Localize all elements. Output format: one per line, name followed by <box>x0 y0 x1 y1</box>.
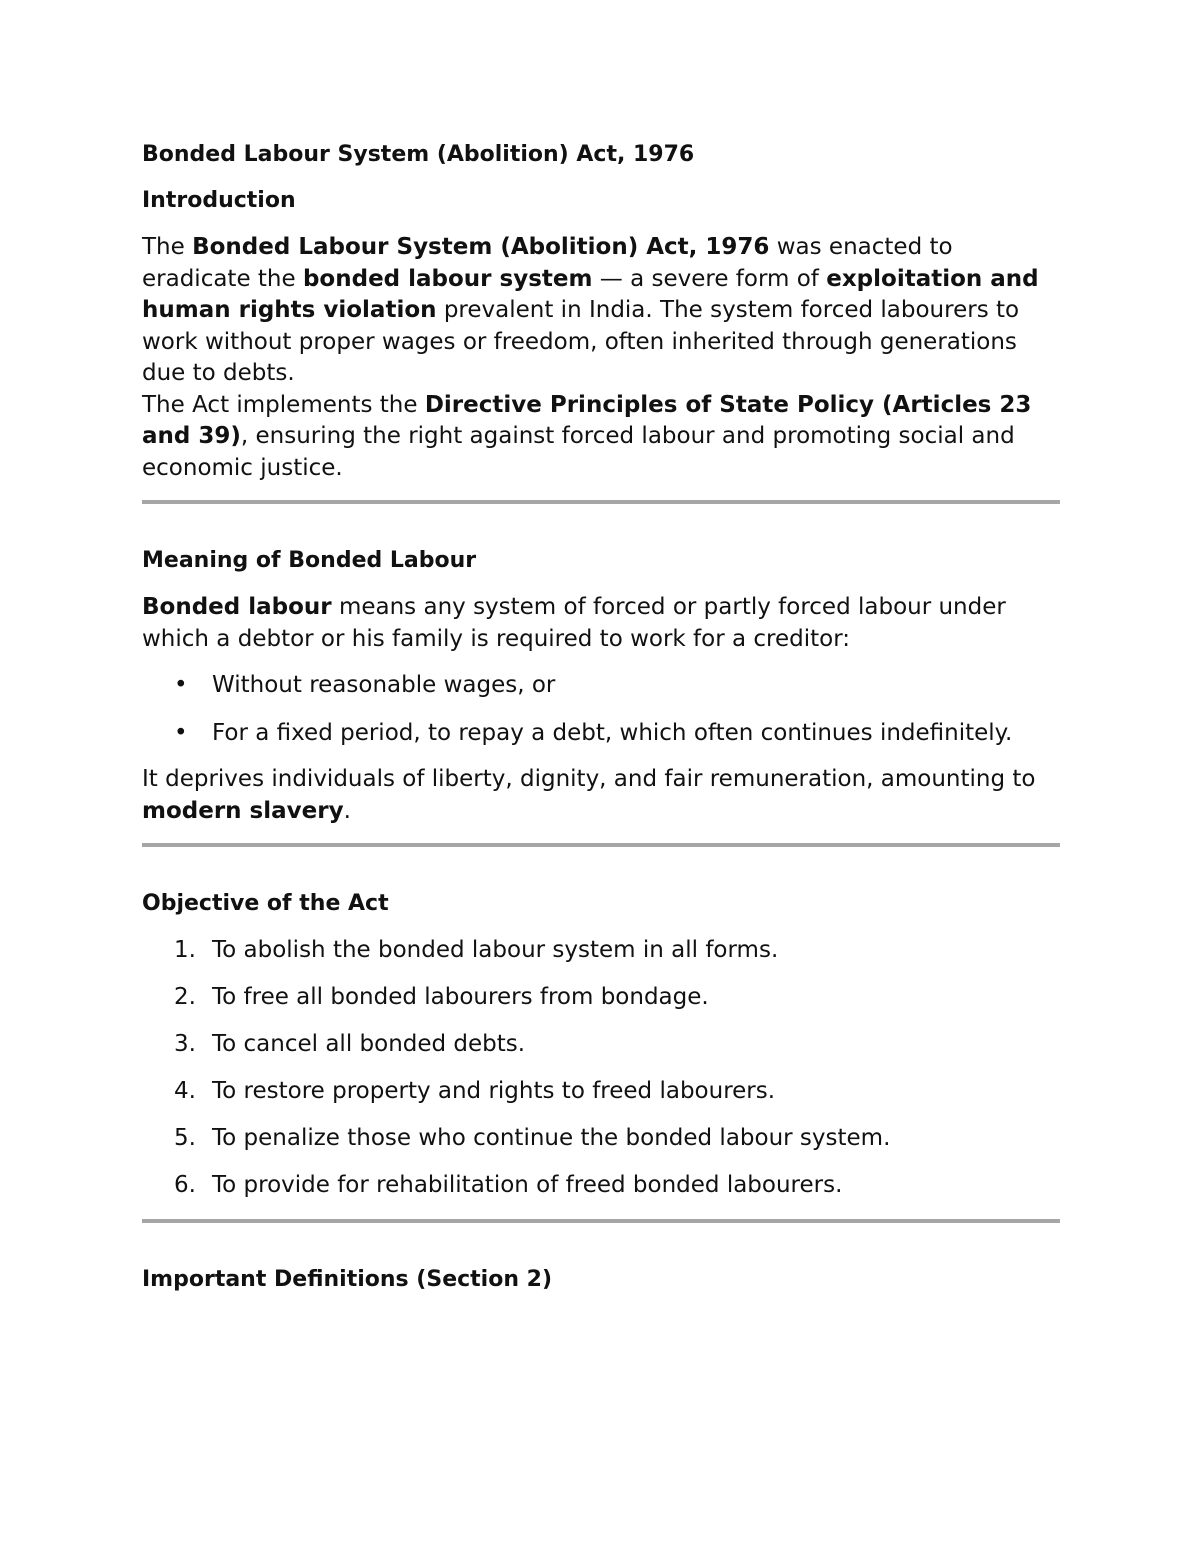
list-item: 1. To abolish the bonded labour system in all forms. <box>174 937 779 963</box>
introduction-heading: Introduction <box>142 188 296 213</box>
definitions-heading: Important Definitions (Section 2) <box>142 1266 553 1292</box>
bullet-marker: • <box>174 672 188 698</box>
meaning-heading: Meaning of Bonded Labour <box>142 548 477 573</box>
section-divider <box>142 1219 1060 1223</box>
meaning-bullet-list <box>142 670 1060 749</box>
document-page <box>142 140 1060 1311</box>
list-item: 3. To cancel all bonded debts. <box>174 1031 526 1057</box>
list-item: 4. To restore property and rights to freed labourers. <box>174 1078 776 1104</box>
list-item: 6. To provide for rehabilitation of freed bonded labourers. <box>174 1172 843 1198</box>
list-item: • For a fixed period, to repay a debt, which often continues indefinitely. <box>142 718 1060 750</box>
list-item: • Without reasonable wages, or <box>142 670 1060 702</box>
introduction-paragraph-2: The Act implements the Directive Principles of State Policy (Articles 23 and 39), ensuring the right against forced labour and promoting social and economic justice. <box>142 391 1032 481</box>
objective-heading: Objective of the Act <box>142 891 389 916</box>
objective-numbered-list <box>142 935 1060 1202</box>
section-divider <box>142 500 1060 504</box>
introduction-paragraph-1: The Bonded Labour System (Abolition) Act, 1976 was enacted to eradicate the bonded labour system — a severe form of exploitation and human rights violation prevalent in India. The system forced labourers to work without proper wages or freedom, often inherited through generations due to debts. <box>142 234 1039 386</box>
meaning-paragraph-1: Bonded labour means any system of forced or partly forced labour under which a debtor or his family is required to work for a creditor: <box>142 594 1006 652</box>
bullet-marker: • <box>174 719 188 746</box>
document-title: Bonded Labour System (Abolition) Act, 1976 <box>142 142 695 167</box>
section-divider <box>142 843 1060 847</box>
list-item: 5. To penalize those who continue the bonded labour system. <box>174 1125 891 1151</box>
list-item: 2. To free all bonded labourers from bondage. <box>174 984 709 1010</box>
meaning-paragraph-2: It deprives individuals of liberty, dignity, and fair remuneration, amounting to modern slavery. <box>142 766 1036 824</box>
